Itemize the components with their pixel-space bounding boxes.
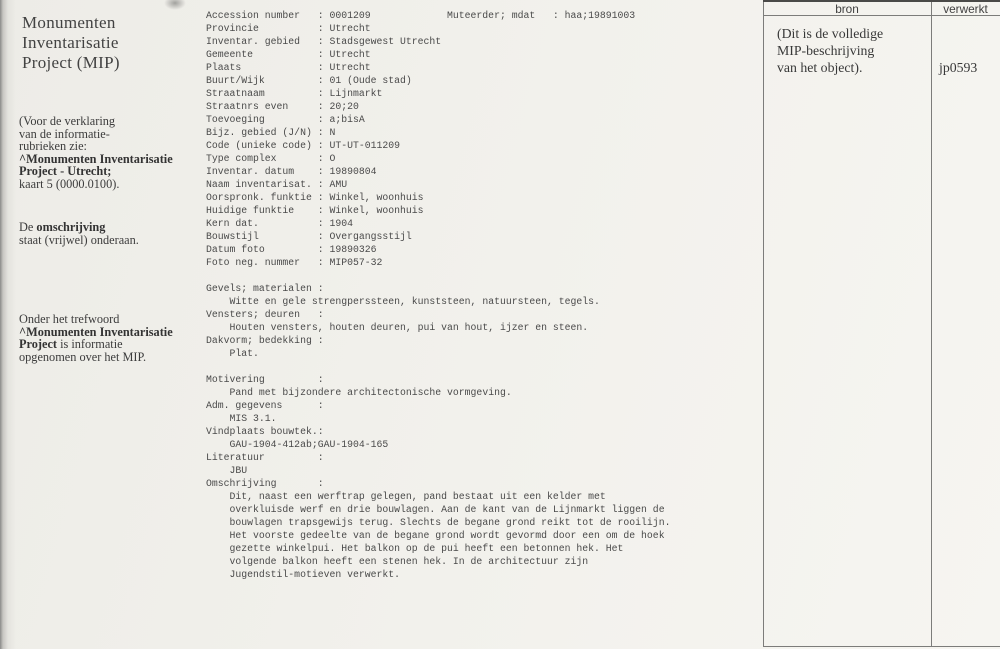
field-value: 01 (Oude stad) [329, 75, 412, 86]
text-segment: van de informatie- [19, 126, 110, 141]
field-value: Stadsgewest Utrecht [329, 36, 442, 47]
field-label: Accession number [206, 10, 301, 21]
section-text-line: Het voorste gedeelte van de begane grond wordt gevormd door een om de hoek [229, 530, 665, 541]
field-label: Datum foto [206, 244, 265, 255]
section-text-line: bouwlagen trapsgewijs terug. Slechts de begane grond reikt tot de rooilijn. [229, 517, 671, 528]
record-field-row: Code (unieke code) : UT-UT-011209 [206, 140, 401, 151]
section-text-line: Witte en gele strengperssteen, kunststeen, natuursteen, tegels. [229, 296, 600, 307]
bold-text-segment: ^Monumenten Inventarisatie [19, 151, 173, 166]
field-value: Utrecht [329, 49, 371, 60]
text-segment: opgenomen over het MIP. [19, 349, 147, 364]
bold-text-segment: Project [19, 337, 58, 351]
section-text-line: MIS 3.1. [229, 413, 277, 424]
field-value: 20;20 [329, 101, 359, 112]
section-text-line: volgende balkon heeft een stenen hek. In de architectuur zijn [229, 556, 589, 567]
text-segment: Onder het trefwoord [19, 312, 120, 326]
field-value: Lijnmarkt [329, 88, 383, 99]
field-label: Huidige funktie [206, 205, 295, 216]
record-field-row: Foto neg. nummer : MIP057-32 [206, 257, 383, 268]
field-label: Inventar. gebied [206, 36, 301, 47]
field-value: Overgangsstijl [329, 231, 412, 242]
field-label: Oorspronk. funktie [206, 192, 312, 203]
record-field-row: Provincie : Utrecht [206, 23, 371, 34]
record-field-row: Inventar. gebied : Stadsgewest Utrecht [206, 36, 442, 47]
section-label-row: Literatuur : [206, 452, 324, 463]
text-segment: (Voor de verklaring [19, 114, 116, 128]
panel-left-border [763, 0, 764, 647]
field-label: Type complex [206, 153, 277, 164]
record-field-row: Straatnaam : Lijnmarkt [206, 88, 383, 99]
record-field-row: Gemeente : Utrecht [206, 49, 371, 60]
page-title-line: Project (MIP) [22, 52, 120, 72]
section-label: Adm. gegevens [206, 400, 283, 411]
section-label: Omschrijving [206, 478, 277, 489]
sidebar-paragraph-line [19, 234, 139, 247]
scan-edge-artifact [0, 0, 16, 649]
record-field-row: Kern dat. : 1904 [206, 218, 353, 229]
field-value: 0001209 [329, 10, 371, 21]
section-label: Vindplaats bouwtek. [206, 426, 318, 437]
record-field-row: Bijz. gebied (J/N) : N [206, 127, 336, 138]
text-segment: De [19, 220, 37, 234]
field-label: Foto neg. nummer [206, 257, 301, 268]
bold-text-segment: ^Monumenten Inventarisatie [19, 324, 173, 339]
page-title [22, 13, 120, 72]
section-text-line: Dit, naast een werftrap gelegen, pand bestaat uit een kelder met [229, 491, 606, 502]
record-field-row: Type complex : O [206, 153, 336, 164]
section-label-row: Adm. gegevens : [206, 400, 324, 411]
section-label: Vensters; deuren [206, 309, 301, 320]
bron-note-line: MIP-beschrijving [777, 43, 875, 59]
page-title-line: Inventarisatie [22, 32, 119, 52]
record-field-row: Buurt/Wijk : 01 (Oude stad) [206, 75, 412, 86]
field-value: Winkel, woonhuis [329, 192, 424, 203]
bold-text-segment: omschrijving [36, 220, 106, 234]
field-value: 19890804 [329, 166, 377, 177]
bron-note-line: (Dit is de volledige [777, 26, 884, 41]
text-segment: rubrieken zie: [19, 139, 87, 153]
section-text-line: Jugendstil-motieven verwerkt. [229, 569, 401, 580]
section-label-row: Dakvorm; bedekking : [206, 335, 324, 346]
bron-note [777, 25, 883, 77]
panel-column-divider [931, 0, 932, 647]
text-segment: is informatie [57, 337, 123, 351]
field-label: Gemeente [206, 49, 254, 60]
section-label-row: Omschrijving : [206, 478, 324, 489]
field-label: Naam inventarisat. [206, 179, 312, 190]
sidebar-paragraph [19, 221, 139, 246]
field-label: Straatnrs even [206, 101, 289, 112]
field-value: Winkel, woonhuis [329, 205, 424, 216]
section-text-line: Houten vensters, houten deuren, pui van hout, ijzer en steen. [229, 322, 589, 333]
section-label-row: Vindplaats bouwtek.: [206, 426, 324, 437]
record-field-row: Naam inventarisat. : AMU [206, 179, 348, 190]
sidebar-paragraph [19, 115, 173, 190]
field-value: N [329, 127, 336, 138]
record-field-row: Accession number : 0001209 Muteerder; mdat : haa;19891003 [206, 10, 636, 21]
section-label: Gevels; materialen [206, 283, 312, 294]
column-header-bron: bron [835, 2, 859, 16]
verwerkt-value: jp0593 [939, 60, 978, 75]
text-segment: kaart 5 (0000.0100). [19, 176, 120, 191]
record-field-row: Toevoeging : a;bisA [206, 114, 365, 125]
record-field-row: Oorspronk. funktie : Winkel, woonhuis [206, 192, 424, 203]
field-value: a;bisA [329, 114, 365, 125]
field-label: Buurt/Wijk [206, 75, 265, 86]
section-label: Motivering [206, 374, 265, 385]
sidebar-paragraph-line [19, 178, 173, 191]
section-label-row: Motivering : [206, 374, 324, 385]
field-label: Bijz. gebied (J/N) [206, 127, 312, 138]
field-label: Straatnaam [206, 88, 265, 99]
section-text-line: Plat. [229, 348, 259, 359]
field-value: haa;19891003 [564, 10, 636, 21]
record-field-row: Plaats : Utrecht [206, 62, 371, 73]
field-label: Toevoeging [206, 114, 265, 125]
field-label: Provincie [206, 23, 259, 34]
field-label: Inventar. datum [206, 166, 295, 177]
record-field-row: Bouwstijl : Overgangsstijl [206, 231, 412, 242]
record-field-row: Inventar. datum : 19890804 [206, 166, 377, 177]
field-value: 1904 [329, 218, 353, 229]
section-label: Literatuur [206, 452, 265, 463]
record-field-row: Datum foto : 19890326 [206, 244, 377, 255]
field-value: AMU [329, 179, 348, 190]
field-label: Bouwstijl [206, 231, 259, 242]
text-segment: staat (vrijwel) onderaan. [19, 232, 139, 247]
field-value: Utrecht [329, 62, 371, 73]
sidebar-paragraph [19, 313, 173, 363]
field-value: MIP057-32 [329, 257, 383, 268]
panel-bottom-border [763, 646, 1000, 647]
record-data-block [206, 9, 670, 581]
blank-row [206, 269, 670, 282]
section-label-row: Vensters; deuren : [206, 309, 324, 320]
bold-text-segment: Project - Utrecht; [19, 164, 112, 178]
blank-row [206, 360, 670, 373]
field-value: O [329, 153, 336, 164]
field-label: Code (unieke code) [206, 140, 312, 151]
field-value: UT-UT-011209 [329, 140, 401, 151]
bron-note-line: van het object). [777, 60, 863, 76]
section-text-line: Pand met bijzondere architectonische vormgeving. [229, 387, 512, 398]
sidebar-paragraph-line [19, 351, 173, 364]
field-value: Utrecht [329, 23, 371, 34]
field-label: Muteerder; mdat [447, 10, 536, 21]
field-value: 19890326 [329, 244, 377, 255]
record-field-row: Straatnrs even : 20;20 [206, 101, 359, 112]
scan-smudge-artifact [164, 0, 186, 10]
section-label-row: Gevels; materialen : [206, 283, 324, 294]
record-field-row: Huidige funktie : Winkel, woonhuis [206, 205, 424, 216]
field-label: Kern dat. [206, 218, 259, 229]
section-text-line: JBU [229, 465, 248, 476]
section-label: Dakvorm; bedekking [206, 335, 312, 346]
section-text-line: gezette winkelpui. Het balkon op de pui heeft een betonnen hek. Het [229, 543, 624, 554]
page-title-line: Monumenten [22, 13, 116, 32]
section-text-line: GAU-1904-412ab;GAU-1904-165 [229, 439, 389, 450]
section-text-line: overkluisde werf en drie bouwlagen. Aan de kant van de Lijnmarkt liggen de [229, 504, 665, 515]
field-label: Plaats [206, 62, 242, 73]
column-header-verwerkt: verwerkt [943, 2, 988, 16]
